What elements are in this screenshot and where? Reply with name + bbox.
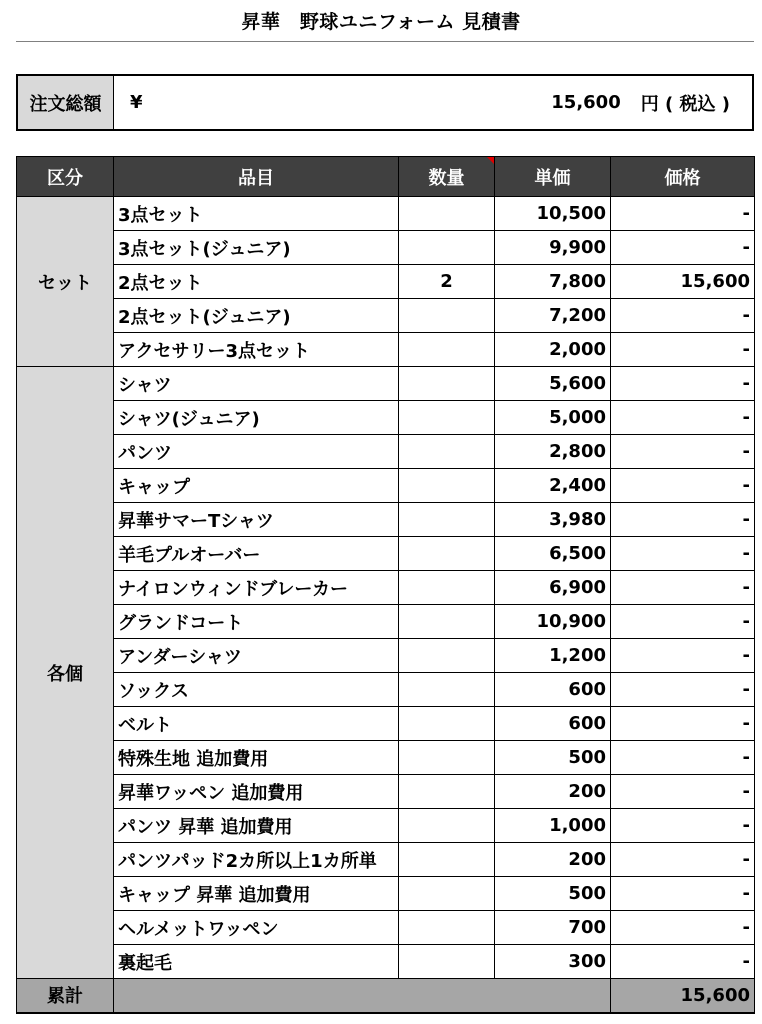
quantity-cell[interactable]: 2 <box>399 265 495 299</box>
table-row <box>17 401 755 435</box>
item-cell[interactable]: 裏起毛 <box>114 945 399 979</box>
item-cell[interactable]: 昇華サマーTシャツ <box>114 503 399 537</box>
unit-price-cell[interactable]: 500 <box>495 877 611 911</box>
price-cell[interactable]: - <box>611 945 755 979</box>
price-cell[interactable]: - <box>611 605 755 639</box>
order-total-label: 注文総額 <box>18 76 114 129</box>
table-row <box>17 605 755 639</box>
item-cell[interactable]: 3点セット <box>114 197 399 231</box>
price-cell[interactable]: - <box>611 707 755 741</box>
unit-price-cell[interactable]: 300 <box>495 945 611 979</box>
quantity-cell[interactable] <box>399 673 495 707</box>
header-quantity-label: 数量 <box>428 167 465 189</box>
price-cell[interactable]: - <box>611 775 755 809</box>
item-cell[interactable]: シャツ <box>114 367 399 401</box>
table-row <box>17 469 755 503</box>
unit-price-cell[interactable]: 2,400 <box>495 469 611 503</box>
unit-price-cell[interactable]: 2,000 <box>495 333 611 367</box>
quantity-cell[interactable] <box>399 197 495 231</box>
table-row <box>17 707 755 741</box>
order-total-value <box>154 76 752 129</box>
title-divider <box>16 41 754 42</box>
table-header-row <box>17 157 755 197</box>
header-item: 品目 <box>114 157 399 197</box>
item-cell[interactable]: ソックス <box>114 673 399 707</box>
table-row <box>17 639 755 673</box>
price-cell[interactable]: - <box>611 197 755 231</box>
price-cell[interactable]: - <box>611 639 755 673</box>
price-cell[interactable]: - <box>611 911 755 945</box>
unit-price-cell[interactable]: 2,800 <box>495 435 611 469</box>
table-row <box>17 299 755 333</box>
price-cell[interactable]: - <box>611 877 755 911</box>
order-total-amount: 15,600 <box>551 92 621 113</box>
category-cell[interactable]: セット <box>17 197 114 367</box>
unit-price-cell[interactable]: 10,500 <box>495 197 611 231</box>
quantity-cell[interactable] <box>399 367 495 401</box>
summary-label: 累計 <box>17 979 114 1013</box>
unit-price-cell[interactable]: 700 <box>495 911 611 945</box>
table-row <box>17 503 755 537</box>
table-row <box>17 775 755 809</box>
summary-row <box>17 979 755 1013</box>
table-row <box>17 809 755 843</box>
unit-price-cell[interactable]: 1,000 <box>495 809 611 843</box>
quantity-cell[interactable] <box>399 775 495 809</box>
order-total-currency: ¥ <box>130 92 143 113</box>
quantity-cell[interactable] <box>399 809 495 843</box>
item-cell[interactable]: パンツパッド2カ所以上1カ所単 <box>114 843 399 877</box>
unit-price-cell[interactable]: 9,900 <box>495 231 611 265</box>
order-total-box <box>16 74 754 131</box>
order-total-unit: 円 ( 税込 ) <box>640 93 730 115</box>
price-cell[interactable]: - <box>611 333 755 367</box>
unit-price-cell[interactable]: 1,200 <box>495 639 611 673</box>
unit-price-cell[interactable]: 6,900 <box>495 571 611 605</box>
item-cell[interactable]: アクセサリー3点セット <box>114 333 399 367</box>
estimate-table <box>16 156 755 1014</box>
unit-price-cell[interactable]: 7,800 <box>495 265 611 299</box>
price-cell[interactable]: - <box>611 367 755 401</box>
price-cell[interactable]: - <box>611 741 755 775</box>
item-cell[interactable]: 特殊生地 追加費用 <box>114 741 399 775</box>
quantity-cell[interactable] <box>399 231 495 265</box>
price-cell[interactable]: - <box>611 809 755 843</box>
unit-price-cell[interactable]: 600 <box>495 673 611 707</box>
unit-price-cell[interactable]: 7,200 <box>495 299 611 333</box>
price-cell[interactable]: - <box>611 435 755 469</box>
quantity-cell[interactable] <box>399 401 495 435</box>
unit-price-cell[interactable]: 600 <box>495 707 611 741</box>
quantity-cell[interactable] <box>399 911 495 945</box>
item-cell[interactable]: キャップ <box>114 469 399 503</box>
table-row <box>17 265 755 299</box>
item-cell[interactable]: 3点セット(ジュニア) <box>114 231 399 265</box>
price-cell[interactable]: - <box>611 843 755 877</box>
item-cell[interactable]: シャツ(ジュニア) <box>114 401 399 435</box>
quantity-cell[interactable] <box>399 537 495 571</box>
quantity-cell[interactable] <box>399 299 495 333</box>
quantity-cell[interactable] <box>399 435 495 469</box>
page-title: 昇華 野球ユニフォーム 見積書 <box>241 11 521 33</box>
item-cell[interactable]: 羊毛プルオーバー <box>114 537 399 571</box>
quantity-cell[interactable] <box>399 877 495 911</box>
table-row <box>17 537 755 571</box>
quantity-cell[interactable] <box>399 605 495 639</box>
table-row <box>17 333 755 367</box>
quantity-cell[interactable] <box>399 639 495 673</box>
table-row <box>17 435 755 469</box>
item-cell[interactable]: パンツ <box>114 435 399 469</box>
price-cell[interactable]: - <box>611 571 755 605</box>
table-row <box>17 673 755 707</box>
quantity-cell[interactable] <box>399 333 495 367</box>
price-cell[interactable]: 15,600 <box>611 265 755 299</box>
price-cell[interactable]: - <box>611 503 755 537</box>
table-row <box>17 877 755 911</box>
item-cell[interactable]: グランドコート <box>114 605 399 639</box>
unit-price-cell[interactable]: 200 <box>495 843 611 877</box>
quantity-cell[interactable] <box>399 469 495 503</box>
unit-price-cell[interactable]: 6,500 <box>495 537 611 571</box>
header-price: 価格 <box>611 157 755 197</box>
item-cell[interactable]: ナイロンウィンドブレーカー <box>114 571 399 605</box>
quantity-cell[interactable] <box>399 843 495 877</box>
item-cell[interactable]: アンダーシャツ <box>114 639 399 673</box>
table-row <box>17 911 755 945</box>
unit-price-cell[interactable]: 10,900 <box>495 605 611 639</box>
unit-price-cell[interactable]: 200 <box>495 775 611 809</box>
quantity-cell[interactable] <box>399 707 495 741</box>
price-cell[interactable]: - <box>611 537 755 571</box>
comment-indicator-icon[interactable] <box>487 157 494 164</box>
table-row <box>17 231 755 265</box>
item-cell[interactable]: パンツ 昇華 追加費用 <box>114 809 399 843</box>
quantity-cell[interactable] <box>399 503 495 537</box>
table-row <box>17 741 755 775</box>
item-cell[interactable]: ベルト <box>114 707 399 741</box>
quantity-cell[interactable] <box>399 571 495 605</box>
header-unit-price: 単価 <box>495 157 611 197</box>
unit-price-cell[interactable]: 5,600 <box>495 367 611 401</box>
price-cell[interactable]: - <box>611 231 755 265</box>
header-category: 区分 <box>17 157 114 197</box>
price-cell[interactable]: - <box>611 401 755 435</box>
item-cell[interactable]: 昇華ワッペン 追加費用 <box>114 775 399 809</box>
quantity-cell[interactable] <box>399 945 495 979</box>
item-cell[interactable]: ヘルメットワッペン <box>114 911 399 945</box>
category-cell[interactable]: 各個 <box>17 367 114 979</box>
quantity-cell[interactable] <box>399 741 495 775</box>
unit-price-cell[interactable]: 500 <box>495 741 611 775</box>
table-row <box>17 367 755 401</box>
unit-price-cell[interactable]: 3,980 <box>495 503 611 537</box>
item-cell[interactable]: 2点セット(ジュニア) <box>114 299 399 333</box>
table-row <box>17 945 755 979</box>
summary-amount: 15,600 <box>611 979 755 1013</box>
price-cell[interactable]: - <box>611 299 755 333</box>
table-row <box>17 571 755 605</box>
price-cell[interactable]: - <box>611 673 755 707</box>
table-row <box>17 843 755 877</box>
price-cell[interactable]: - <box>611 469 755 503</box>
unit-price-cell[interactable]: 5,000 <box>495 401 611 435</box>
item-cell[interactable]: キャップ 昇華 追加費用 <box>114 877 399 911</box>
table-row <box>17 197 755 231</box>
item-cell[interactable]: 2点セット <box>114 265 399 299</box>
summary-blank-cell <box>114 979 611 1013</box>
header-quantity <box>399 157 495 197</box>
